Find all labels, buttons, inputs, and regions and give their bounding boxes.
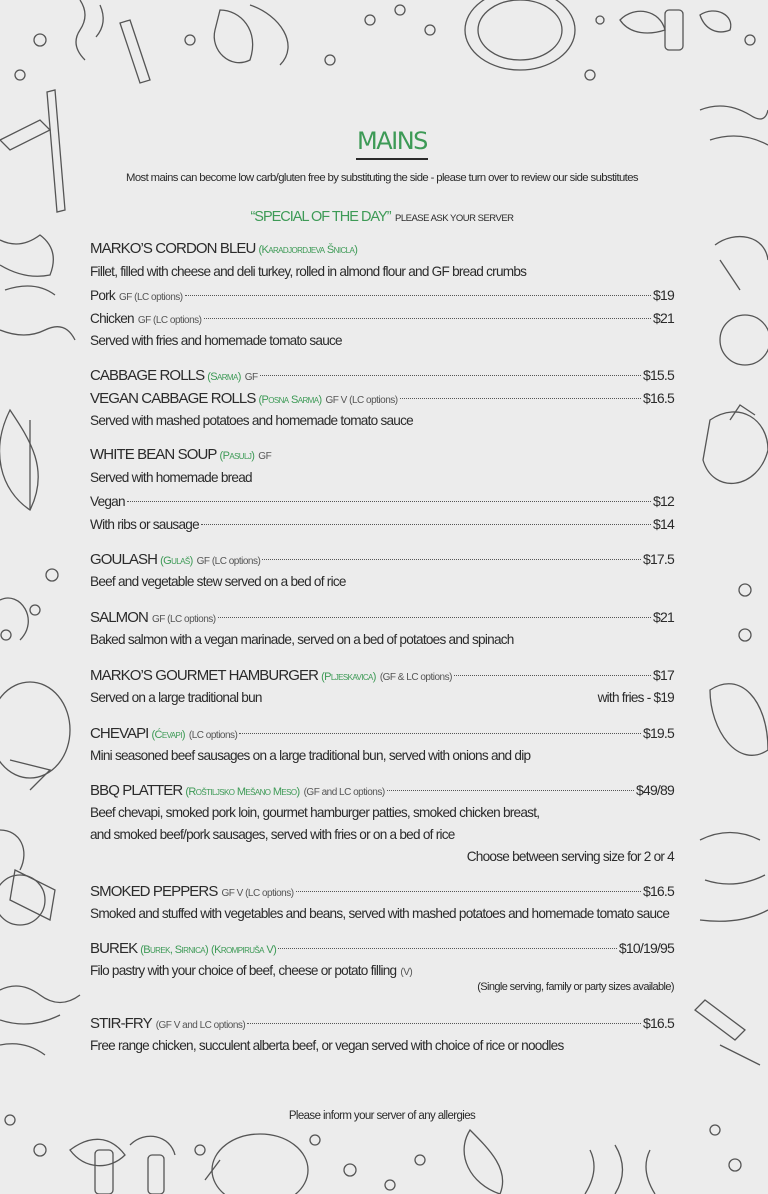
item-name: STIR-FRY [90, 1015, 152, 1032]
dot-leader [262, 559, 641, 560]
bbq-description-line-1: Beef chevapi, smoked pork loin, gourmet hamburger patties, smoked chicken breast, [90, 805, 540, 820]
option-label: Chicken [90, 311, 134, 326]
item-tag: GF V (LC options) [325, 395, 398, 406]
chevapi-row [90, 722, 674, 744]
bbq-description-line-2: and smoked beef/pork sausages, served with fries or on a bed of rice [90, 827, 455, 842]
item-price: $16.5 [642, 390, 674, 406]
menu-title: MAINS [356, 124, 428, 160]
dot-leader [387, 790, 634, 791]
item-tag: GF [244, 372, 258, 383]
item-alt-name: (Gulaš) [160, 555, 193, 567]
item-price: $16.5 [642, 883, 674, 899]
menu-subtitle: Most mains can become low carb/gluten free by substituting the side - please turn over to review our side substitutes [126, 172, 638, 184]
special-label: “SPECIAL OF THE DAY” [250, 209, 391, 225]
smoked-peppers-row [90, 880, 674, 902]
item-price: $21 [653, 609, 674, 625]
burek-vegan-tag: (V) [400, 967, 413, 978]
salmon-row [90, 606, 674, 628]
item-alt-name: (Karadjordjeva Šnicla) [258, 244, 358, 256]
item-price: $17.5 [642, 551, 674, 567]
hamburger-description: Served on a large traditional bun [90, 690, 262, 705]
option-label: Pork [90, 288, 115, 303]
item-alt-name: (Pasulj) [219, 450, 255, 462]
cabbage-rolls-description: Served with mashed potatoes and homemade tomato sauce [90, 413, 413, 428]
item-alt-name: (Ćevapi) [151, 729, 185, 741]
burek-size-note: (Single serving, family or party sizes available) [477, 981, 674, 993]
dot-leader [127, 501, 651, 502]
cordon-bleu-description: Fillet, filled with cheese and deli turkey, rolled in almond flour and GF bread crumbs [90, 264, 527, 279]
cordon-bleu-chicken-option [90, 307, 674, 329]
item-price: $49/89 [635, 782, 674, 798]
item-alt-name: (Sarma) [207, 371, 241, 383]
title-block [356, 124, 427, 160]
special-note: PLEASE ASK YOUR SERVER [394, 213, 514, 224]
item-alt-name: (Posna Sarma) [258, 394, 322, 406]
option-price: $12 [653, 493, 674, 509]
soup-ribs-option [90, 513, 674, 535]
item-name: WHITE BEAN SOUP [90, 446, 217, 463]
item-price: $15.5 [642, 367, 674, 383]
stir-fry-description: Free range chicken, succulent alberta beef, or vegan served with choice of rice or noodles [90, 1038, 564, 1053]
cabbage-rolls-row [90, 364, 674, 386]
option-label: With ribs or sausage [90, 517, 199, 532]
cordon-bleu-pork-option [90, 284, 674, 306]
chevapi-description: Mini seasoned beef sausages on a large traditional bun, served with onions and dip [90, 748, 531, 763]
hamburger-row [90, 664, 674, 686]
option-tag: GF (LC options) [118, 292, 183, 303]
goulash-description: Beef and vegetable stew served on a bed of rice [90, 574, 346, 589]
allergy-notice: Please inform your server of any allergies [288, 1110, 476, 1122]
smoked-peppers-description: Smoked and stuffed with vegetables and beans, served with mashed potatoes and homemade tomato sauce [90, 906, 670, 921]
item-price: $19.5 [642, 725, 674, 741]
item-tag: GF [258, 451, 272, 462]
item-tag: GF V (LC options) [221, 888, 294, 899]
item-tag: (GF and LC options) [303, 787, 385, 798]
dot-leader [218, 617, 651, 618]
item-alt-name: (Pljeskavica) [321, 671, 376, 683]
burek-row [90, 937, 674, 959]
item-price: $10/19/95 [618, 940, 674, 956]
hamburger-description-row [90, 687, 674, 709]
bbq-size-note-row [90, 846, 674, 868]
item-name: BBQ PLATTER [90, 782, 183, 799]
dot-leader [278, 948, 617, 949]
item-price: $17 [653, 667, 674, 683]
white-bean-soup-description: Served with homemade bread [90, 470, 252, 485]
item-tag: (GF V and LC options) [155, 1020, 246, 1031]
cordon-bleu-header [90, 238, 674, 260]
item-tag: (LC options) [188, 730, 238, 741]
option-price: $14 [653, 516, 674, 532]
dot-leader [260, 375, 641, 376]
item-alt-name-2: (Krompiruša V) [211, 944, 277, 956]
item-name: CABBAGE ROLLS [90, 367, 205, 384]
item-alt-name: (Roštiljsko Mešano Meso) [185, 786, 300, 798]
item-name: MARKO’S GOURMET HAMBURGER [90, 667, 319, 684]
vegan-cabbage-rolls-row [90, 387, 674, 409]
item-name: CHEVAPI [90, 725, 149, 742]
item-tag: (GF & LC options) [379, 672, 452, 683]
option-price: $19 [653, 287, 674, 303]
bbq-size-note: Choose between serving size for 2 or 4 [466, 849, 674, 864]
goulash-row [90, 548, 674, 570]
dot-leader [185, 295, 651, 296]
item-tag: GF (LC options) [196, 556, 261, 567]
stir-fry-row [90, 1012, 674, 1034]
burek-description: Filo pastry with your choice of beef, cheese or potato filling [90, 963, 397, 978]
item-name: BUREK [90, 940, 138, 957]
item-name: SMOKED PEPPERS [90, 883, 218, 900]
special-of-the-day [90, 208, 674, 226]
item-alt-name: (Burek, Sirnica) [140, 944, 209, 956]
dot-leader [239, 733, 641, 734]
dot-leader [247, 1023, 641, 1024]
item-name: VEGAN CABBAGE ROLLS [90, 390, 256, 407]
cordon-bleu-served-with: Served with fries and homemade tomato sauce [90, 333, 342, 348]
dot-leader [296, 891, 641, 892]
option-label: Vegan [90, 494, 125, 509]
dot-leader [201, 524, 651, 525]
white-bean-soup-header [90, 444, 674, 466]
hamburger-fries-price: with fries - $19 [597, 690, 674, 705]
option-tag: GF (LC options) [137, 315, 202, 326]
salmon-description: Baked salmon with a vegan marinade, served on a bed of potatoes and spinach [90, 632, 514, 647]
item-price: $16.5 [642, 1015, 674, 1031]
dot-leader [454, 675, 651, 676]
option-price: $21 [653, 310, 674, 326]
item-name: MARKO’S CORDON BLEU [90, 240, 256, 257]
dot-leader [400, 398, 641, 399]
item-name: SALMON [90, 609, 148, 626]
item-tag: GF (LC options) [151, 614, 216, 625]
burek-size-note-row [90, 976, 674, 998]
dot-leader [204, 318, 652, 319]
bbq-platter-row [90, 779, 674, 801]
item-name: GOULASH [90, 551, 158, 568]
soup-vegan-option [90, 490, 674, 512]
